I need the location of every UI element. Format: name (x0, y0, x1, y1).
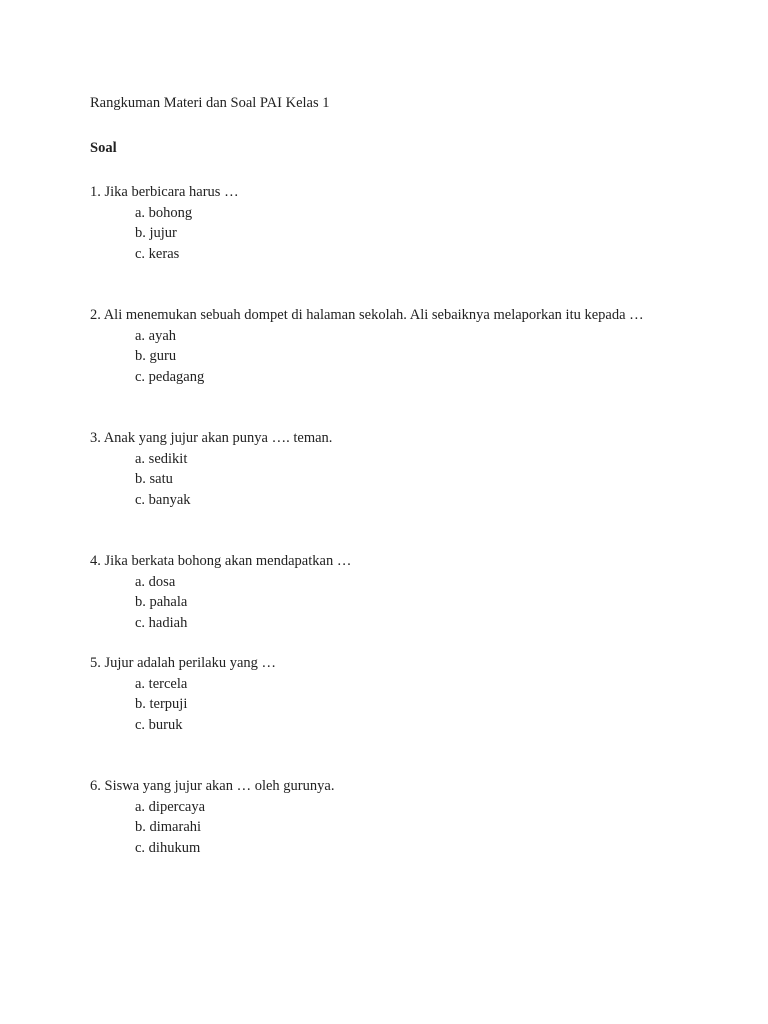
option-a: a. tercela (135, 675, 188, 692)
option-c: c. banyak (135, 491, 191, 508)
option-c: c. hadiah (135, 614, 188, 631)
question-3 (90, 428, 730, 510)
question-text: 5. Jujur adalah perilaku yang … (90, 655, 277, 671)
option-a: a. dipercaya (135, 798, 206, 815)
option-b: b. dimarahi (135, 819, 202, 835)
answer-options (90, 572, 730, 634)
question-text: 1. Jika berbicara harus … (90, 184, 239, 200)
option-b: b. jujur (135, 225, 177, 241)
option-a: a. sedikit (135, 450, 188, 467)
answer-options (90, 203, 730, 265)
question-1 (90, 182, 730, 264)
option-b: b. pahala (135, 594, 188, 610)
section-heading: Soal (90, 140, 117, 156)
option-a: a. bohong (135, 204, 193, 221)
option-a: a. ayah (135, 327, 177, 344)
answer-options (90, 326, 730, 388)
question-text: 6. Siswa yang jujur akan … oleh gurunya. (90, 778, 335, 794)
option-c: c. keras (135, 245, 180, 262)
question-4 (90, 551, 730, 633)
question-5 (90, 653, 730, 735)
question-text: 3. Anak yang jujur akan punya …. teman. (90, 430, 333, 446)
document-title: Rangkuman Materi dan Soal PAI Kelas 1 (90, 95, 330, 111)
option-b: b. satu (135, 471, 173, 487)
option-b: b. guru (135, 348, 177, 364)
question-6 (90, 776, 730, 858)
answer-options (90, 674, 730, 736)
option-b: b. terpuji (135, 696, 188, 712)
answer-options (90, 797, 730, 859)
question-2 (90, 305, 730, 387)
option-c: c. buruk (135, 716, 183, 733)
option-a: a. dosa (135, 573, 176, 590)
option-c: c. dihukum (135, 839, 201, 856)
option-c: c. pedagang (135, 368, 205, 385)
question-text: 2. Ali menemukan sebuah dompet di halaman sekolah. Ali sebaiknya melaporkan itu kepada … (90, 307, 644, 323)
answer-options (90, 449, 730, 511)
question-text: 4. Jika berkata bohong akan mendapatkan … (90, 553, 352, 569)
